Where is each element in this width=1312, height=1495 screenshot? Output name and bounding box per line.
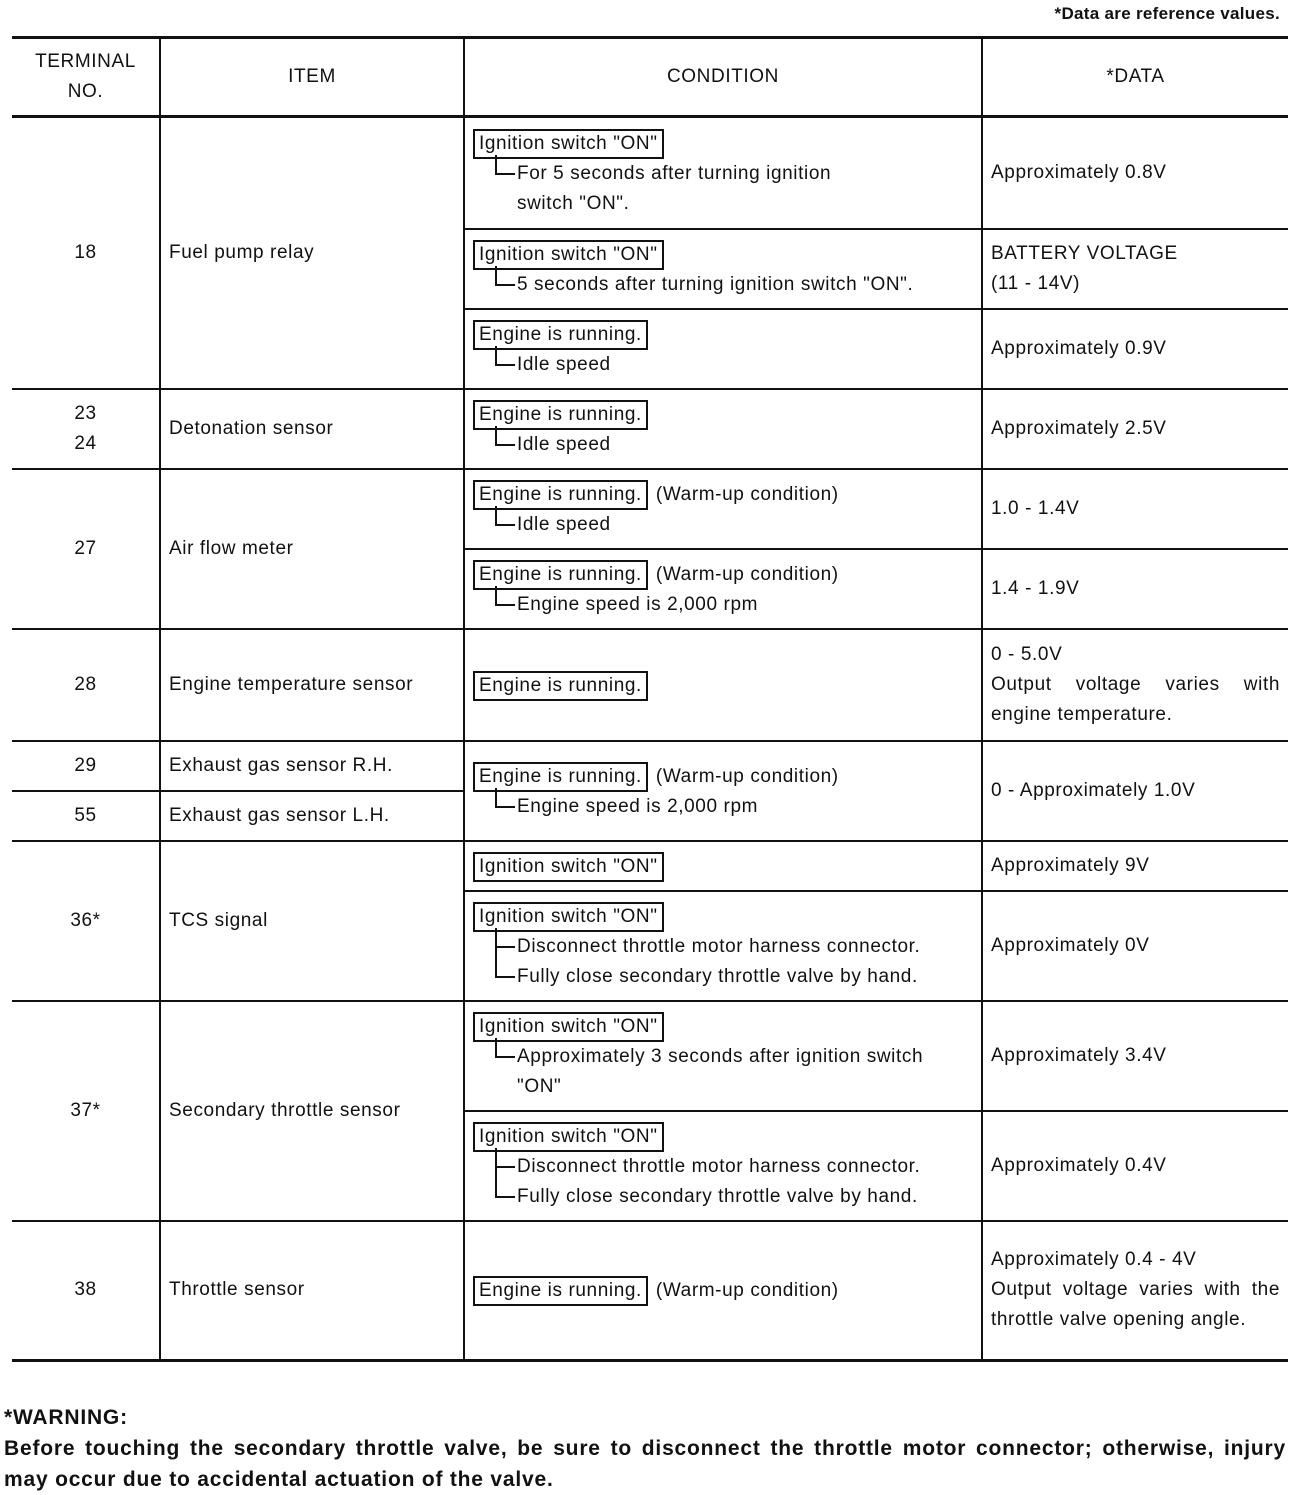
- item-cell: Air flow meter: [160, 469, 464, 629]
- warning-title: *WARNING:: [4, 1406, 128, 1429]
- header-terminal: TERMINAL NO.: [12, 38, 160, 117]
- item-cell: Throttle sensor: [160, 1221, 464, 1361]
- condition-cell: [464, 1001, 982, 1111]
- condition-cell: [464, 841, 982, 891]
- condition-cell: [464, 469, 982, 549]
- sub-condition: Approximately 3 seconds after ignition switch: [473, 1042, 973, 1072]
- terminal-number: 23: [74, 402, 97, 424]
- condition-extra: (Warm-up condition): [655, 563, 839, 585]
- table-row: [12, 1221, 1288, 1361]
- table-row: [12, 389, 1288, 469]
- terminal-cell: 36*: [12, 841, 160, 1001]
- terminal-cell: 29: [12, 741, 160, 791]
- sub-condition: Engine speed is 2,000 rpm: [473, 792, 973, 822]
- condition-box: Ignition switch "ON": [473, 852, 664, 882]
- item-cell: Detonation sensor: [160, 389, 464, 469]
- table-row: [12, 841, 1288, 891]
- sub-condition: Disconnect throttle motor harness connector.: [473, 1152, 973, 1182]
- item-cell: Exhaust gas sensor L.H.: [160, 791, 464, 841]
- table-row: [12, 741, 1288, 791]
- item-cell: Fuel pump relay: [160, 117, 464, 389]
- sub-condition: Engine speed is 2,000 rpm: [473, 590, 973, 620]
- header-condition: CONDITION: [464, 38, 982, 117]
- data-cell: 0 - Approximately 1.0V: [982, 741, 1288, 841]
- condition-cell: [464, 389, 982, 469]
- condition-box: Engine is running.: [473, 762, 648, 792]
- data-cell: Approximately 0.4V: [982, 1111, 1288, 1221]
- data-cell: Approximately 0.9V: [982, 309, 1288, 389]
- item-cell: TCS signal: [160, 841, 464, 1001]
- condition-box: Ignition switch "ON": [473, 240, 664, 270]
- item-cell: Exhaust gas sensor R.H.: [160, 741, 464, 791]
- sub-condition-cont: "ON": [517, 1075, 562, 1097]
- condition-box: Engine is running.: [473, 560, 648, 590]
- data-cell: Approximately 2.5V: [982, 389, 1288, 469]
- data-line: Approximately 0.4 - 4V: [991, 1249, 1197, 1271]
- sub-condition: For 5 seconds after turning ignition: [473, 159, 973, 189]
- terminal-cell: 38: [12, 1221, 160, 1361]
- terminal-cell: 55: [12, 791, 160, 841]
- condition-cell: [464, 629, 982, 741]
- condition-box: Ignition switch "ON": [473, 1012, 664, 1042]
- data-cell: [982, 1221, 1288, 1361]
- table-row: [12, 469, 1288, 549]
- condition-cell: [464, 1111, 982, 1221]
- condition-cell: [464, 1221, 982, 1361]
- warning-text: Before touching the secondary throttle valve, be sure to disconnect the throttle motor connector; otherwise, injury may occur due to accidental actuation of the valve.: [4, 1437, 1286, 1491]
- data-cell: Approximately 9V: [982, 841, 1288, 891]
- header-data: *DATA: [982, 38, 1288, 117]
- sub-condition: Fully close secondary throttle valve by hand.: [473, 962, 973, 992]
- condition-extra: (Warm-up condition): [655, 483, 839, 505]
- condition-cell: [464, 309, 982, 389]
- condition-box: Engine is running.: [473, 671, 648, 701]
- table-row: [12, 1001, 1288, 1111]
- condition-box: Engine is running.: [473, 480, 648, 510]
- sub-condition: Fully close secondary throttle valve by hand.: [473, 1182, 973, 1212]
- data-line: BATTERY VOLTAGE: [991, 242, 1178, 264]
- terminal-number: 24: [74, 432, 97, 454]
- condition-box: Ignition switch "ON": [473, 902, 664, 932]
- item-cell: Engine temperature sensor: [160, 629, 464, 741]
- data-line: (11 - 14V): [991, 272, 1081, 294]
- terminal-cell: [12, 389, 160, 469]
- sub-condition: Disconnect throttle motor harness connector.: [473, 932, 973, 962]
- condition-box: Ignition switch "ON": [473, 1122, 664, 1152]
- sub-condition-cont: switch "ON".: [517, 192, 630, 214]
- condition-cell: [464, 549, 982, 629]
- data-line: 0 - 5.0V: [991, 643, 1063, 665]
- condition-box: Engine is running.: [473, 400, 648, 430]
- terminal-cell: 18: [12, 117, 160, 389]
- terminal-cell: 27: [12, 469, 160, 629]
- condition-extra: (Warm-up condition): [655, 765, 839, 787]
- sub-condition: Idle speed: [473, 430, 973, 460]
- condition-box: Ignition switch "ON": [473, 129, 664, 159]
- data-line: Output voltage varies with the throttle valve opening angle.: [991, 1279, 1280, 1331]
- item-cell: Secondary throttle sensor: [160, 1001, 464, 1221]
- header-item: ITEM: [160, 38, 464, 117]
- condition-cell: [464, 229, 982, 309]
- condition-cell: [464, 891, 982, 1001]
- terminal-cell: 37*: [12, 1001, 160, 1221]
- data-cell: 1.0 - 1.4V: [982, 469, 1288, 549]
- sub-condition: Idle speed: [473, 510, 973, 540]
- data-cell: Approximately 0V: [982, 891, 1288, 1001]
- warning-section: [4, 1402, 1286, 1495]
- data-cell: [982, 229, 1288, 309]
- terminal-cell: 28: [12, 629, 160, 741]
- table-row: [12, 629, 1288, 741]
- condition-cell: [464, 117, 982, 229]
- sub-condition: Idle speed: [473, 350, 973, 380]
- header-row: [12, 38, 1288, 117]
- condition-cell: [464, 741, 982, 841]
- condition-box: Engine is running.: [473, 1276, 648, 1306]
- terminal-data-table: [12, 36, 1288, 1362]
- data-cell: [982, 629, 1288, 741]
- data-line: Output voltage varies with engine temperature.: [991, 673, 1280, 725]
- sub-condition: 5 seconds after turning ignition switch "ON".: [473, 270, 973, 300]
- condition-box: Engine is running.: [473, 320, 648, 350]
- data-cell: 1.4 - 1.9V: [982, 549, 1288, 629]
- data-cell: Approximately 0.8V: [982, 117, 1288, 229]
- table-row: [12, 117, 1288, 229]
- condition-extra: (Warm-up condition): [655, 1280, 839, 1302]
- data-cell: Approximately 3.4V: [982, 1001, 1288, 1111]
- reference-note: *Data are reference values.: [1054, 4, 1280, 23]
